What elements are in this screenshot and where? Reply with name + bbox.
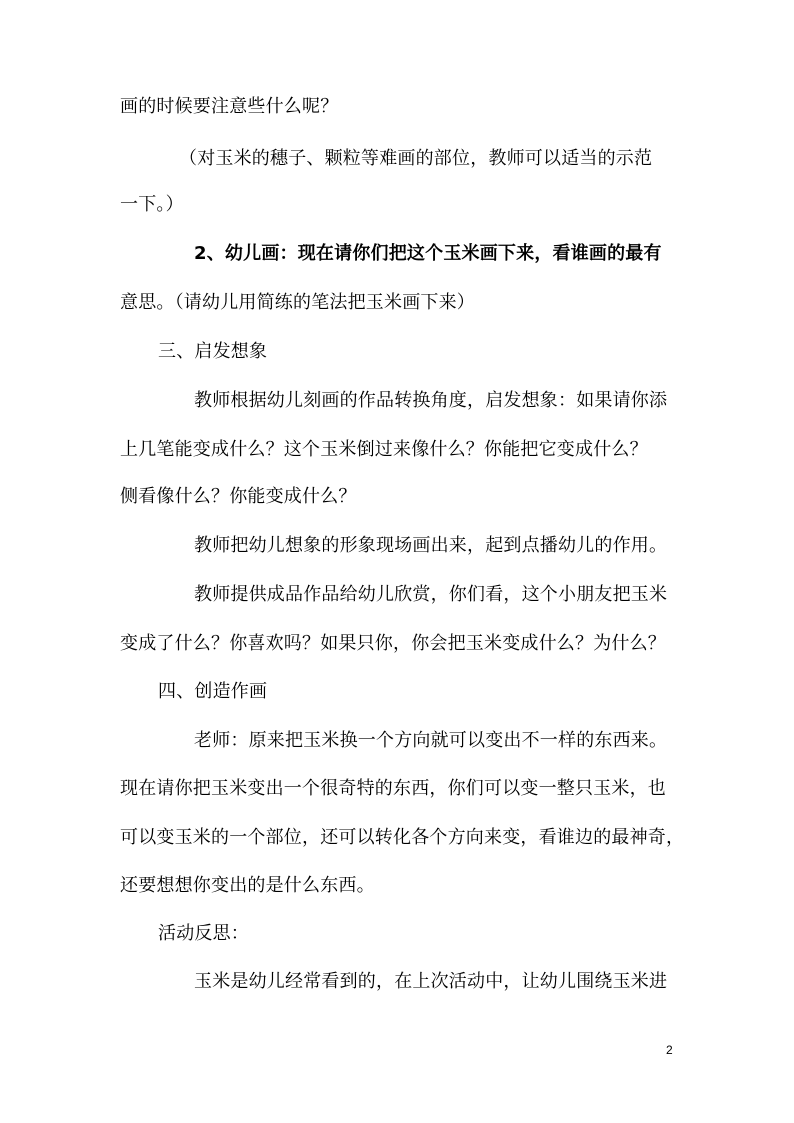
page-number: 2 bbox=[666, 1043, 673, 1057]
text-line-14: 老师：原来把玉米换一个方向就可以变出不一样的东西来。 bbox=[194, 730, 668, 751]
section-heading-reflection: 活动反思： bbox=[158, 923, 249, 944]
text-line-8: 上几笔能变成什么？这个玉米倒过来像什么？你能把它变成什么？ bbox=[120, 439, 648, 460]
text-line-17: 还要想想你变出的是什么东西。 bbox=[120, 875, 375, 896]
text-line-2: （对玉米的穗子、颗粒等难画的部位，教师可以适当的示范 bbox=[179, 148, 653, 169]
text-line-16: 可以变玉米的一个部位，还可以转化各个方向来变，看谁边的最神奇， bbox=[120, 827, 685, 848]
section-heading-4: 四、创造作画 bbox=[158, 681, 268, 702]
text-line-12: 变成了什么？你喜欢吗？如果只你，你会把玉米变成什么？为什么？ bbox=[120, 633, 666, 654]
section-heading-3: 三、启发想象 bbox=[158, 341, 268, 362]
text-line-4: 2、幼儿画：现在请你们把这个玉米画下来，看谁画的最有 bbox=[194, 243, 662, 264]
text-line-1: 画的时候要注意些什么呢？ bbox=[120, 96, 339, 117]
text-line-7: 教师根据幼儿刻画的作品转换角度，启发想象：如果请你添 bbox=[194, 390, 668, 411]
text-line-15: 现在请你把玉米变出一个很奇特的东西，你们可以变一整只玉米，也 bbox=[120, 778, 666, 799]
text-line-9: 侧看像什么？你能变成什么？ bbox=[120, 486, 357, 507]
text-line-5: 意思。（请幼儿用简练的笔法把玉米画下来） bbox=[120, 292, 475, 313]
text-line-19: 玉米是幼儿经常看到的，在上次活动中，让幼儿围绕玉米进 bbox=[194, 971, 668, 992]
text-line-11: 教师提供成品作品给幼儿欣赏，你们看，这个小朋友把玉米 bbox=[194, 584, 668, 605]
text-line-10: 教师把幼儿想象的形象现场画出来，起到点播幼儿的作用。 bbox=[194, 535, 668, 556]
text-line-3: 一下。） bbox=[120, 194, 184, 215]
